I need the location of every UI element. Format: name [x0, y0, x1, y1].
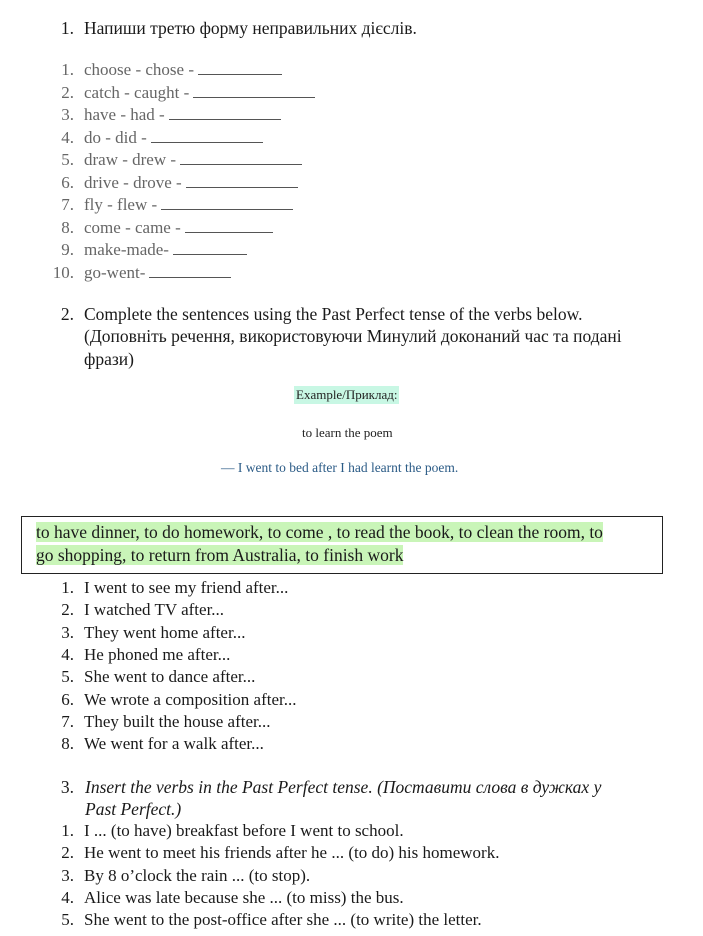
section2-number: 2. — [60, 304, 74, 324]
item-number: 9. — [61, 240, 74, 259]
item-text: She went to dance after... — [84, 667, 256, 687]
item-number: 8. — [61, 734, 74, 754]
item-text: draw - drew - — [84, 150, 302, 170]
phrases-box — [21, 516, 663, 574]
section3-number: 3. — [60, 777, 74, 797]
item-number: 4. — [61, 127, 74, 147]
item-number: 3. — [61, 865, 74, 885]
item-number: 3. — [61, 105, 74, 124]
item-text: fly - flew - — [84, 195, 293, 215]
item-number: 7. — [61, 711, 74, 731]
item-text: He phoned me after... — [84, 644, 231, 664]
example-verb: to learn the poem — [302, 425, 393, 440]
item-text: I ... (to have) breakfast before I went to school. — [84, 821, 404, 840]
section2-title-line1: Complete the sentences using the Past Perfect tense of the verbs below. — [84, 304, 583, 324]
item-number: 6. — [61, 689, 74, 709]
item-number: 2. — [61, 600, 74, 620]
answer-blank[interactable] — [180, 150, 302, 165]
item-number: 1. — [61, 578, 74, 597]
item-number: 10. — [52, 262, 74, 282]
section2-title-line3: фрази) — [84, 349, 134, 369]
item-number: 2. — [61, 82, 74, 102]
item-number: 5. — [61, 667, 74, 687]
section3-title-line1: Insert the verbs in the Past Perfect tense. (Поставити слова в дужках у — [85, 777, 602, 797]
item-number: 5. — [61, 150, 74, 169]
item-number: 6. — [61, 172, 74, 192]
item-text: I watched TV after... — [84, 600, 225, 620]
item-text: go-went- — [84, 263, 231, 283]
answer-blank[interactable] — [185, 218, 273, 233]
answer-blank[interactable] — [169, 105, 281, 120]
answer-blank[interactable] — [198, 60, 282, 75]
item-text: drive - drove - — [84, 173, 298, 193]
item-text: They built the house after... — [84, 711, 271, 731]
item-text: She went to the post-office after she ... (to write) the letter. — [84, 910, 482, 930]
item-number: 7. — [61, 195, 74, 214]
item-number: 4. — [61, 887, 74, 907]
answer-blank[interactable] — [151, 128, 263, 143]
item-text: catch - caught - — [84, 83, 315, 103]
item-text: do - did - — [84, 128, 263, 148]
item-number: 2. — [61, 843, 74, 863]
answer-blank[interactable] — [173, 240, 247, 255]
item-number: 3. — [61, 622, 74, 642]
item-text: They went home after... — [84, 622, 246, 642]
item-number: 5. — [61, 910, 74, 930]
answer-blank[interactable] — [149, 263, 231, 278]
section1-title: Напиши третю форму неправильних дієслів. — [84, 18, 417, 38]
item-text: He went to meet his friends after he ... (to do) his homework. — [84, 843, 500, 863]
item-text: Alice was late because she ... (to miss) the bus. — [84, 887, 404, 907]
item-text: We went for a walk after... — [84, 734, 264, 754]
item-number: 8. — [61, 217, 74, 237]
answer-blank[interactable] — [161, 195, 293, 210]
section2-title-line2: (Доповніть речення, використовуючи Минулий доконаний час та подані — [84, 326, 622, 346]
item-number: 1. — [61, 60, 74, 79]
item-text: We wrote a composition after... — [84, 689, 297, 709]
item-text: make-made- — [84, 240, 247, 260]
item-text: have - had - — [84, 105, 281, 125]
phrases-line1: to have dinner, to do homework, to come , to read the book, to clean the room, to — [36, 522, 603, 542]
section1-number: 1. — [60, 18, 74, 38]
item-text: choose - chose - — [84, 60, 282, 80]
item-text: I went to see my friend after... — [84, 578, 289, 597]
example-sentence: — I went to bed after I had learnt the poem. — [221, 460, 459, 475]
answer-blank[interactable] — [193, 83, 315, 98]
section3-title-line2: Past Perfect.) — [85, 799, 182, 819]
phrases-line2: go shopping, to return from Australia, to finish work — [36, 545, 404, 565]
item-number: 1. — [61, 821, 74, 840]
example-label: Example/Приклад: — [296, 387, 398, 402]
item-text: By 8 o’clock the rain ... (to stop). — [84, 865, 311, 885]
item-number: 4. — [61, 644, 74, 664]
answer-blank[interactable] — [186, 173, 298, 188]
item-text: come - came - — [84, 218, 273, 238]
